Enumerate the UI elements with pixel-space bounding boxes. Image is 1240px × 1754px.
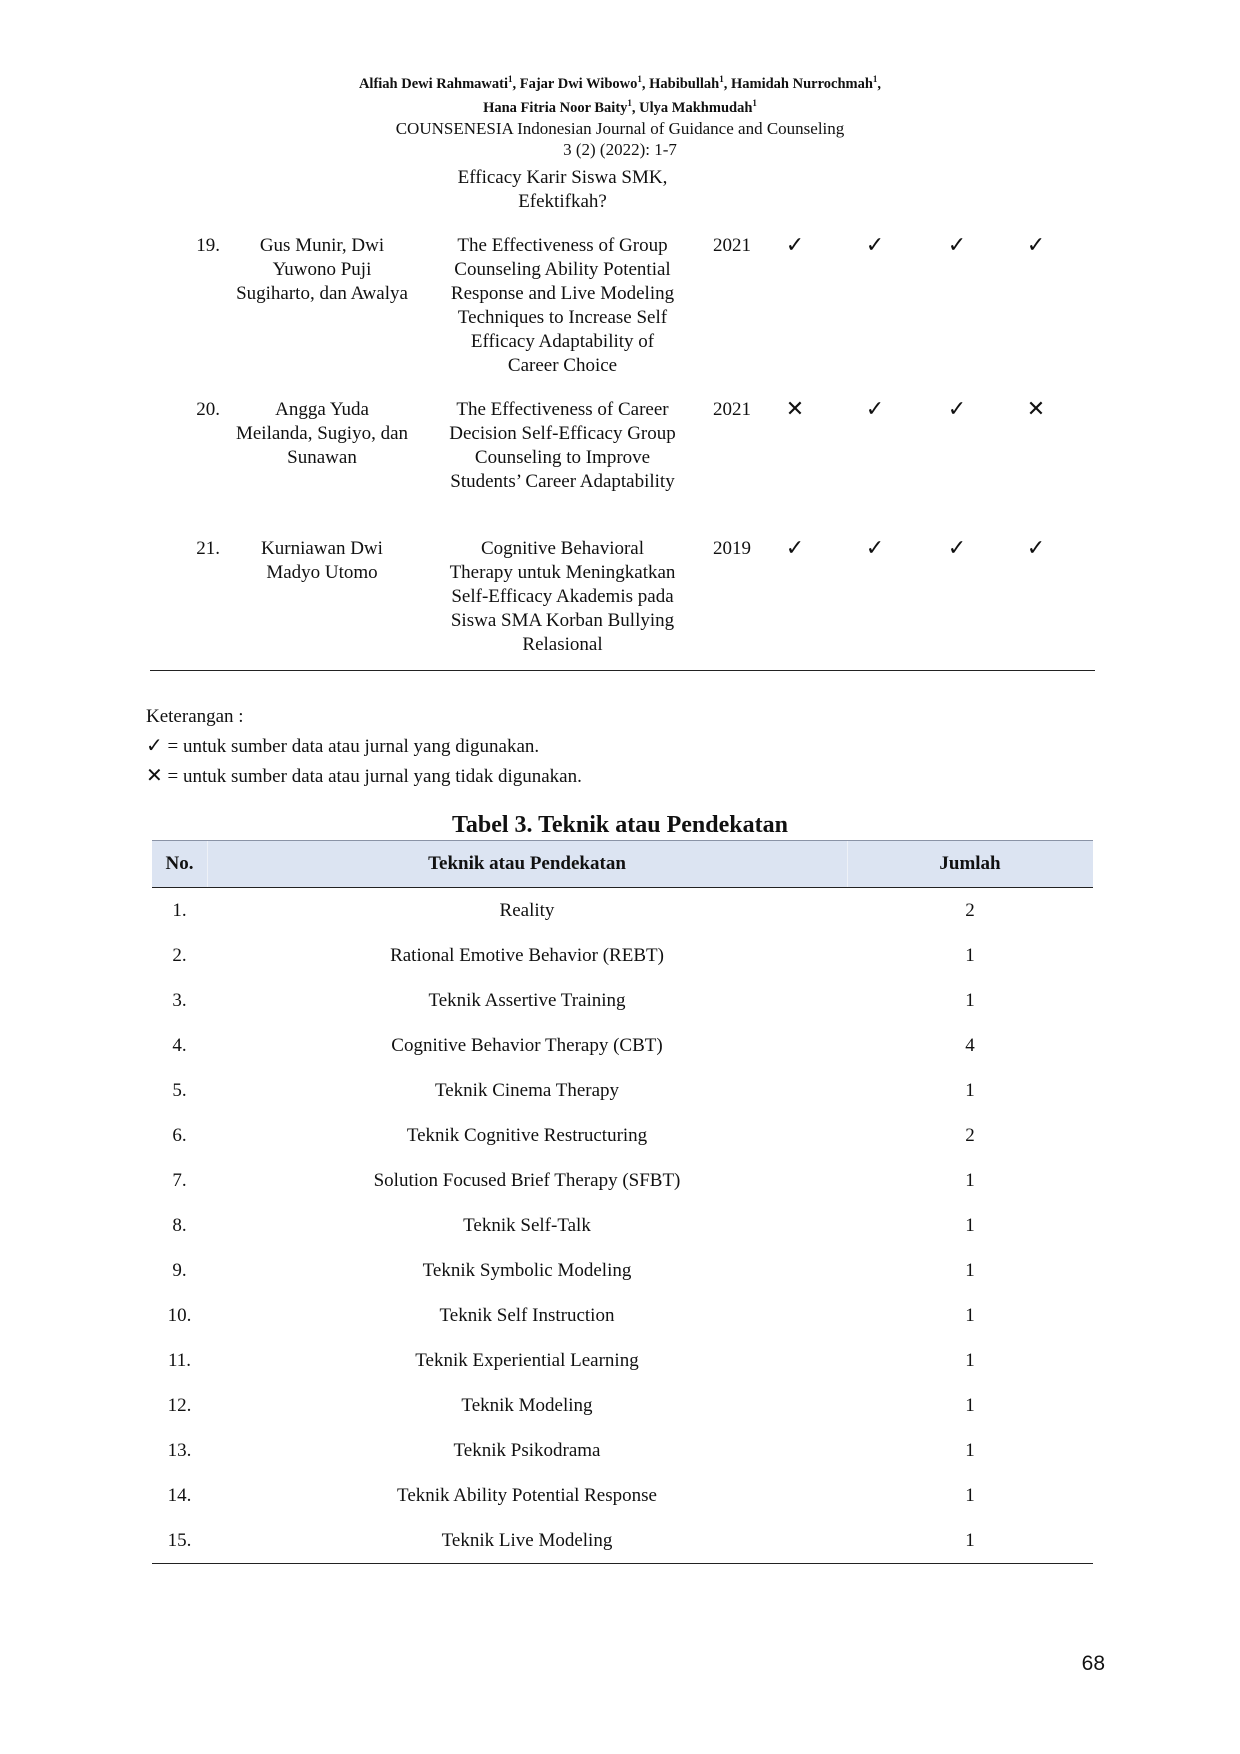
author-separator: , — [641, 75, 650, 92]
table-row — [152, 1113, 1093, 1158]
title-line: Response and Live Modeling — [450, 283, 675, 304]
check-icon: ✓ — [865, 397, 885, 422]
cell-technique: Teknik Self-Talk — [463, 1215, 591, 1236]
title-line: Siswa SMA Korban Bullying — [450, 610, 675, 631]
cell-count: 1 — [965, 1440, 975, 1461]
cell-technique: Cognitive Behavior Therapy (CBT) — [391, 1035, 663, 1056]
check-icon: ✓ — [785, 536, 805, 561]
title-line: The Effectiveness of Group — [457, 235, 668, 256]
legend-heading: Keterangan : — [146, 706, 244, 727]
author-list — [0, 70, 1240, 118]
author-line: Sugiharto, dan Awalya — [236, 283, 408, 304]
cell-technique: Teknik Assertive Training — [428, 990, 626, 1011]
row-number: 20. — [196, 399, 220, 420]
check-icon: ✓ — [947, 233, 967, 258]
author-name: Hamidah Nurrochmah — [730, 75, 873, 92]
cell-technique: Teknik Psikodrama — [453, 1440, 601, 1461]
check-icon: ✓ — [146, 733, 163, 757]
cell-technique: Teknik Modeling — [461, 1395, 593, 1416]
title-line: Therapy untuk Meningkatkan — [449, 562, 676, 583]
cell-count: 1 — [965, 1395, 975, 1416]
header-no: No. — [165, 853, 194, 874]
check-icon: ✓ — [1026, 233, 1046, 258]
author-affiliation: 1 — [637, 74, 642, 84]
cell-technique: Teknik Cinema Therapy — [434, 1080, 620, 1101]
author-affiliation: 1 — [752, 97, 757, 108]
table-3-title: Tabel 3. Teknik atau Pendekatan — [452, 812, 788, 838]
title-line: The Effectiveness of Career — [456, 399, 669, 420]
title-line: Students’ Career Adaptability — [450, 471, 675, 492]
author-separator: , — [723, 75, 731, 92]
carryover-title — [430, 166, 695, 214]
legend-used-text: = untuk sumber data atau jurnal yang digunakan. — [162, 736, 540, 757]
table-row — [152, 1293, 1093, 1338]
cell-no: 1. — [172, 900, 187, 921]
cell-count: 2 — [965, 900, 975, 921]
cell-no: 7. — [172, 1170, 187, 1191]
cell-count: 4 — [965, 1035, 975, 1056]
cell-no: 11. — [167, 1350, 192, 1371]
author-line: Angga Yuda — [275, 399, 369, 420]
cell-no: 8. — [172, 1215, 187, 1236]
row-title — [430, 398, 695, 494]
cell-no: 9. — [172, 1260, 187, 1281]
row-title — [430, 537, 695, 657]
check-icon: ✓ — [947, 397, 967, 422]
cell-technique: Teknik Live Modeling — [441, 1530, 613, 1551]
cell-count: 1 — [965, 1170, 975, 1191]
author-line: Gus Munir, Dwi — [259, 235, 385, 256]
cell-no: 15. — [167, 1530, 192, 1551]
cell-count: 1 — [965, 1305, 975, 1326]
title-line: Self-Efficacy Akademis pada — [451, 586, 674, 607]
table-row — [152, 1473, 1093, 1518]
running-header — [0, 70, 1240, 160]
table-row — [152, 1428, 1093, 1473]
cell-count: 1 — [965, 1080, 975, 1101]
check-icon: ✓ — [1026, 536, 1046, 561]
title-line: Efficacy Adaptability of — [470, 331, 655, 352]
author-affiliation: 1 — [872, 74, 878, 84]
check-icon: ✓ — [785, 233, 805, 258]
cell-count: 2 — [965, 1125, 975, 1146]
check-icon: ✓ — [865, 233, 885, 258]
row-year: 2021 — [713, 235, 751, 256]
legend-unused — [146, 761, 582, 791]
cell-no: 3. — [172, 990, 187, 1011]
cell-technique: Teknik Ability Potential Response — [397, 1485, 657, 1506]
cell-technique: Rational Emotive Behavior (REBT) — [390, 945, 664, 966]
title-line: Efficacy Karir Siswa SMK, — [457, 167, 668, 188]
cell-no: 13. — [167, 1440, 192, 1461]
check-icon: ✓ — [947, 536, 967, 561]
cell-count: 1 — [965, 1350, 975, 1371]
legend-unused-text: = untuk sumber data atau jurnal yang tidak digunakan. — [162, 766, 582, 787]
cross-icon: ✕ — [146, 763, 163, 787]
table-row — [152, 888, 1093, 933]
legend — [146, 703, 582, 791]
table-row — [152, 1023, 1093, 1068]
table-row — [152, 933, 1093, 978]
table-row — [152, 1203, 1093, 1248]
cell-technique: Reality — [499, 900, 555, 921]
author-name: Hana Fitria Noor Baity — [483, 99, 628, 116]
header-count: Jumlah — [939, 853, 1001, 874]
author-line: Sunawan — [287, 447, 357, 468]
cell-no: 10. — [167, 1305, 192, 1326]
author-separator: , — [631, 99, 640, 116]
title-line: Counseling Ability Potential — [454, 259, 671, 280]
journal-issue: 3 (2) (2022): 1-7 — [563, 139, 677, 159]
cell-no: 2. — [172, 945, 187, 966]
row-title — [430, 234, 695, 378]
page-number: 68 — [1081, 1652, 1105, 1675]
author-name: Alfiah Dewi Rahmawati — [358, 75, 508, 92]
cell-count: 1 — [965, 945, 975, 966]
table-row — [152, 1383, 1093, 1428]
cell-technique: Teknik Experiential Learning — [415, 1350, 639, 1371]
table-3 — [152, 840, 1093, 1564]
row-number: 21. — [196, 538, 220, 559]
author-line: Madyo Utomo — [266, 562, 378, 583]
row-number: 19. — [196, 235, 220, 256]
cell-no: 12. — [167, 1395, 192, 1416]
author-line: Kurniawan Dwi — [261, 538, 383, 559]
cross-icon: ✕ — [1026, 397, 1046, 422]
author-separator: , — [512, 75, 520, 92]
cell-count: 1 — [965, 1485, 975, 1506]
author-line-2 — [0, 94, 1240, 118]
row-authors — [218, 398, 426, 470]
author-line-1 — [0, 70, 1240, 94]
check-icon: ✓ — [865, 536, 885, 561]
table-row — [152, 1338, 1093, 1383]
cell-count: 1 — [965, 990, 975, 1011]
title-line: Counseling to Improve — [474, 447, 651, 468]
cell-count: 1 — [965, 1260, 975, 1281]
table-row — [152, 1158, 1093, 1203]
author-line: Yuwono Puji — [272, 259, 372, 280]
cell-no: 5. — [172, 1080, 187, 1101]
cell-no: 4. — [172, 1035, 187, 1056]
table-2-bottom-rule — [150, 670, 1095, 671]
cell-count: 1 — [965, 1530, 975, 1551]
cell-technique: Teknik Symbolic Modeling — [422, 1260, 632, 1281]
author-name: Fajar Dwi Wibowo — [519, 75, 638, 92]
cell-technique: Solution Focused Brief Therapy (SFBT) — [373, 1170, 681, 1191]
author-affiliation: 1 — [719, 74, 724, 84]
table-row — [152, 978, 1093, 1023]
row-authors — [218, 537, 426, 585]
author-name: Ulya Makhmudah — [639, 99, 753, 116]
author-affiliation: 1 — [627, 97, 632, 108]
title-line: Efektifkah? — [518, 191, 607, 212]
table-3-bottom-rule — [152, 1563, 1093, 1564]
author-line: Meilanda, Sugiyo, dan — [235, 423, 409, 444]
cell-technique: Teknik Self Instruction — [439, 1305, 615, 1326]
cross-icon: ✕ — [785, 397, 805, 422]
cell-no: 14. — [167, 1485, 192, 1506]
author-separator: , — [877, 75, 882, 92]
author-affiliation: 1 — [507, 74, 513, 84]
title-line: Techniques to Increase Self — [457, 307, 668, 328]
cell-count: 1 — [965, 1215, 975, 1236]
author-name: Habibullah — [649, 75, 720, 92]
row-authors — [218, 234, 426, 306]
header-technique: Teknik atau Pendekatan — [428, 853, 626, 874]
journal-name: COUNSENESIA Indonesian Journal of Guidance and Counseling — [395, 118, 845, 138]
table-3-body — [152, 888, 1093, 1563]
title-line: Relasional — [522, 634, 603, 655]
table-3-header — [152, 840, 1093, 888]
table-row — [152, 1518, 1093, 1563]
legend-used — [146, 731, 582, 761]
table-row — [152, 1068, 1093, 1113]
row-year: 2021 — [713, 399, 751, 420]
row-year: 2019 — [713, 538, 751, 559]
table-row — [152, 1248, 1093, 1293]
title-line: Cognitive Behavioral — [480, 538, 645, 559]
title-line: Career Choice — [507, 355, 618, 376]
cell-no: 6. — [172, 1125, 187, 1146]
cell-technique: Teknik Cognitive Restructuring — [406, 1125, 648, 1146]
title-line: Decision Self-Efficacy Group — [449, 423, 676, 444]
